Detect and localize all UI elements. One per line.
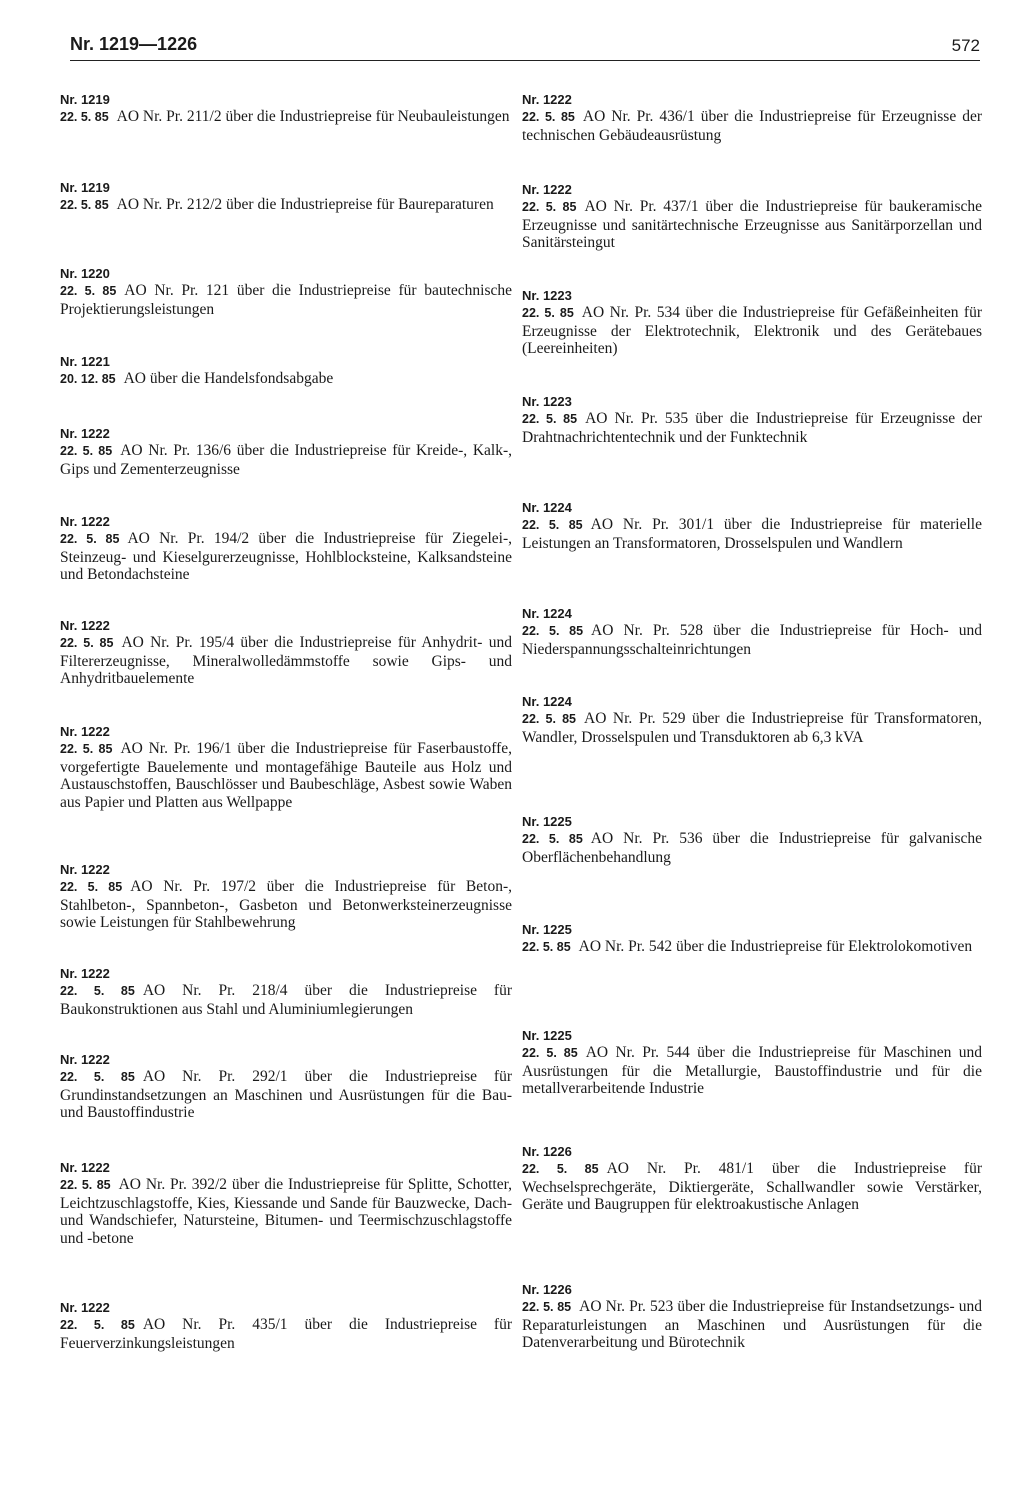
list-item	[60, 618, 512, 688]
entry-text: AO Nr. Pr. 437/1 über die Industriepreise für baukeramische Erzeugnisse und sanitärtechnische Erzeugnisse aus Sanitärporzellan und Sanitärsteingut	[522, 198, 983, 252]
entry-date: 22. 5. 85	[60, 1070, 135, 1084]
entry-date: 22. 5. 85	[522, 712, 576, 726]
running-title: Nr. 1219—1226	[70, 34, 198, 54]
entry-date: 22. 5. 85	[522, 1162, 599, 1176]
entry-date: 22. 5. 85	[60, 1178, 111, 1192]
entry-number: Nr. 1225	[522, 814, 572, 829]
entry-date: 22. 5. 85	[522, 412, 578, 426]
entry-date: 22. 5. 85	[522, 200, 577, 214]
entry-number: Nr. 1223	[522, 288, 572, 303]
page-number: 572	[951, 36, 980, 55]
entry-body	[60, 370, 512, 389]
list-item	[60, 266, 512, 318]
entry-text: AO Nr. Pr. 523 über die Industriepreise für Instandsetzungs- und Reparaturleistungen an Maschinen und Ausrüstungen für die Datenverarbeitung und Bürotechnik	[522, 1298, 982, 1352]
entry-body	[522, 830, 982, 866]
entry-date: 22. 5. 85	[60, 984, 135, 998]
entry-body	[60, 1176, 512, 1247]
list-item	[522, 500, 982, 552]
list-item	[522, 814, 982, 866]
list-item	[60, 426, 512, 478]
list-item	[60, 1300, 512, 1352]
list-item	[522, 394, 982, 446]
entry-date: 22. 5. 85	[522, 110, 575, 124]
entry-body	[522, 1160, 982, 1214]
entry-text: AO Nr. Pr. 301/1 über die Industriepreise für materielle Leistungen an Transformatoren, Drosselspulen und Wandlern	[522, 516, 982, 552]
entry-date: 20. 12. 85	[60, 372, 116, 386]
list-item	[522, 182, 982, 252]
entry-body	[522, 1298, 982, 1352]
list-item	[522, 1282, 982, 1352]
list-item	[60, 180, 512, 215]
entry-body	[522, 516, 982, 552]
entry-text: AO Nr. Pr. 218/4 über die Industriepreise für Baukonstruktionen aus Stahl und Aluminiumlegierungen	[60, 982, 513, 1018]
entry-number: Nr. 1222	[60, 514, 110, 529]
entry-date: 22. 5. 85	[60, 742, 113, 756]
entry-number: Nr. 1222	[60, 862, 110, 877]
entry-number: Nr. 1223	[522, 394, 572, 409]
entry-text: AO Nr. Pr. 534 über die Industriepreise für Gefäßeinheiten für Erzeugnisse der Elektrotechnik, Elektronik und des Gerätebaues (Leereinheiten)	[522, 304, 983, 358]
entry-body	[60, 740, 512, 811]
entry-number: Nr. 1221	[60, 354, 110, 369]
entry-date: 22. 5. 85	[522, 832, 583, 846]
list-item	[60, 354, 512, 389]
list-item	[522, 606, 982, 658]
list-item	[60, 92, 512, 127]
entry-body	[60, 442, 512, 478]
entry-date: 22. 5. 85	[60, 444, 113, 458]
list-item	[60, 514, 512, 584]
entry-text: AO Nr. Pr. 528 über die Industriepreise für Hoch- und Niederspannungsschalteinrichtungen	[522, 622, 982, 658]
entry-date: 22. 5. 85	[522, 1046, 578, 1060]
entry-body	[60, 878, 512, 932]
entry-text: AO Nr. Pr. 392/2 über die Industriepreise für Splitte, Schotter, Leichtzuschlagstoffe, Kies, Kiessande und Sande für Bauzwecke, Dach- und Wandschiefer, Natursteine, Bitumen- und Teermischzuschlagstoffe und -betone	[60, 1176, 512, 1247]
entry-number: Nr. 1224	[522, 500, 572, 515]
entry-body	[522, 410, 982, 446]
entry-body	[522, 1044, 982, 1098]
entry-number: Nr. 1222	[522, 182, 572, 197]
entry-date: 22. 5. 85	[60, 198, 109, 212]
entry-body	[60, 982, 512, 1018]
list-item	[522, 1144, 982, 1214]
entry-text: AO Nr. Pr. 121 über die Industriepreise für bautechnische Projektierungsleistungen	[60, 282, 513, 318]
entry-body	[522, 304, 982, 358]
entry-body	[522, 710, 982, 746]
entry-text: AO Nr. Pr. 481/1 über die Industriepreise für Wechselsprechgeräte, Diktiergeräte, Schallwandler sowie Verstärker, Geräte und Baugruppen für elektroakustische Anlagen	[522, 1160, 983, 1214]
entry-text: AO Nr. Pr. 197/2 über die Industriepreise für Beton-, Stahlbeton-, Spannbeton-, Gasbeton und Betonwerksteinerzeugnisse sowie Leistungen für Stahlbewehrung	[60, 878, 512, 932]
entry-text: AO Nr. Pr. 536 über die Industriepreise für galvanische Oberflächenbehandlung	[522, 830, 982, 866]
entry-number: Nr. 1219	[60, 180, 110, 195]
entry-body	[60, 1068, 512, 1122]
entry-number: Nr. 1225	[522, 922, 572, 937]
entry-text: AO Nr. Pr. 435/1 über die Industriepreise für Feuerverzinkungsleistungen	[60, 1316, 513, 1352]
entry-date: 22. 5. 85	[60, 532, 120, 546]
entry-number: Nr. 1225	[522, 1028, 572, 1043]
entry-number: Nr. 1222	[60, 1160, 110, 1175]
list-item	[522, 922, 982, 957]
entry-body	[60, 1316, 512, 1352]
entry-number: Nr. 1224	[522, 694, 572, 709]
entry-text: AO Nr. Pr. 292/1 über die Industriepreise für Grundinstandsetzungen an Maschinen und Ausrüstungen für die Bau- und Baustoffindustrie	[60, 1068, 513, 1122]
list-item	[60, 1160, 512, 1247]
entry-date: 22. 5. 85	[522, 1300, 572, 1314]
entry-date: 22. 5. 85	[60, 284, 117, 298]
list-item	[522, 288, 982, 358]
entry-text: AO Nr. Pr. 211/2 über die Industriepreise für Neubauleistungen	[116, 108, 510, 125]
entry-number: Nr. 1222	[60, 966, 110, 981]
entry-body	[522, 622, 982, 658]
page-header	[70, 34, 980, 61]
entry-number: Nr. 1220	[60, 266, 110, 281]
list-item	[60, 1052, 512, 1122]
entry-body	[522, 108, 982, 144]
entry-date: 22. 5. 85	[60, 636, 114, 650]
entry-text: AO Nr. Pr. 196/1 über die Industriepreise für Faserbaustoffe, vorgefertigte Bauelemente und montagefähige Bauteile aus Holz und Austauschstoffen, Bauschlösser und Baubeschläge, Asbest sowie Waben aus Papier und Platten aus Wellpappe	[60, 740, 512, 811]
entry-date: 22. 5. 85	[522, 518, 583, 532]
entry-date: 22. 5. 85	[60, 110, 109, 124]
list-item	[522, 694, 982, 746]
entry-text: AO Nr. Pr. 535 über die Industriepreise für Erzeugnisse der Drahtnachrichtentechnik und der Funktechnik	[522, 410, 982, 446]
entry-body	[60, 634, 512, 688]
entry-number: Nr. 1226	[522, 1144, 572, 1159]
entry-body	[60, 196, 512, 215]
entry-number: Nr. 1222	[522, 92, 572, 107]
entry-date: 22. 5. 85	[522, 624, 584, 638]
list-item	[60, 724, 512, 811]
entry-number: Nr. 1222	[60, 724, 110, 739]
entry-date: 22. 5. 85	[60, 880, 123, 894]
entry-date: 22. 5. 85	[522, 940, 571, 954]
entry-number: Nr. 1219	[60, 92, 110, 107]
entry-number: Nr. 1224	[522, 606, 572, 621]
entry-body	[60, 282, 512, 318]
entry-text: AO Nr. Pr. 544 über die Industriepreise für Maschinen und Ausrüstungen für die Metallurgie, Baustoffindustrie und für die metallverarbeitende Industrie	[522, 1044, 983, 1098]
entry-date: 22. 5. 85	[522, 306, 574, 320]
entry-text: AO Nr. Pr. 542 über die Industriepreise für Elektrolokomotiven	[578, 938, 973, 955]
entry-text: AO Nr. Pr. 195/4 über die Industriepreise für Anhydrit- und Filtererzeugnisse, Mineralwolledämmstoffe sowie Gips- und Anhydritbauelemente	[60, 634, 512, 688]
entry-number: Nr. 1222	[60, 426, 110, 441]
entry-text: AO Nr. Pr. 136/6 über die Industriepreise für Kreide-, Kalk-, Gips und Zementerzeugnisse	[60, 442, 513, 478]
entry-number: Nr. 1222	[60, 618, 110, 633]
entry-text: AO Nr. Pr. 194/2 über die Industriepreise für Ziegelei-, Steinzeug- und Kieselgurerzeugnisse, Hohlblocksteine, Kalksandsteine und Betondachsteine	[60, 530, 512, 584]
entry-text: AO Nr. Pr. 212/2 über die Industriepreise für Baureparaturen	[116, 196, 494, 213]
entry-number: Nr. 1222	[60, 1300, 110, 1315]
entry-text: AO über die Handelsfondsabgabe	[123, 370, 334, 387]
entry-body	[522, 938, 982, 957]
entry-number: Nr. 1226	[522, 1282, 572, 1297]
entry-number: Nr. 1222	[60, 1052, 110, 1067]
entry-date: 22. 5. 85	[60, 1318, 135, 1332]
list-item	[60, 966, 512, 1018]
entry-body	[522, 198, 982, 252]
entry-text: AO Nr. Pr. 436/1 über die Industriepreise für Erzeugnisse der technischen Gebäudeausrüstung	[522, 108, 982, 144]
list-item	[60, 862, 512, 932]
entry-body	[60, 530, 512, 584]
entry-body	[60, 108, 512, 127]
list-item	[522, 1028, 982, 1098]
entry-text: AO Nr. Pr. 529 über die Industriepreise für Transformatoren, Wandler, Drosselspulen und Transduktoren ab 6,3 kVA	[522, 710, 983, 746]
list-item	[522, 92, 982, 144]
